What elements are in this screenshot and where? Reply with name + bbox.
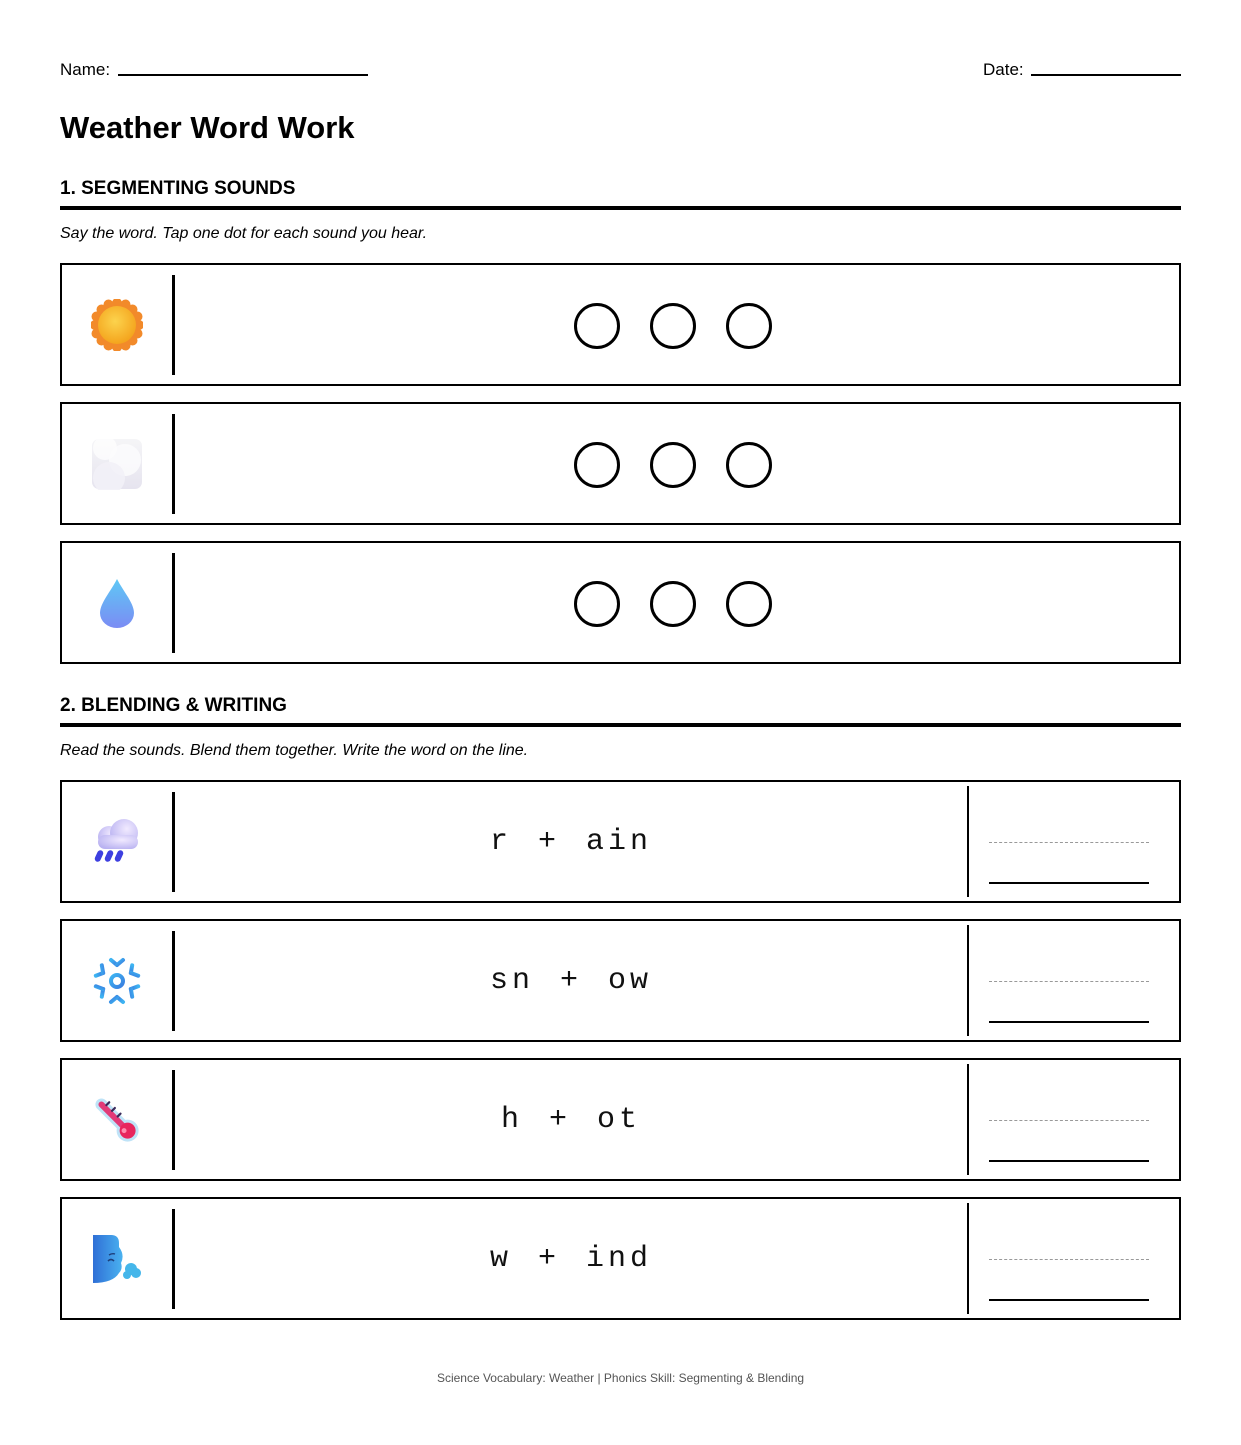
writing-baseline — [989, 1299, 1149, 1301]
writing-baseline — [989, 1160, 1149, 1162]
column-divider — [172, 553, 175, 653]
sound-dots — [574, 581, 772, 627]
writing-baseline — [989, 1021, 1149, 1023]
plus-sign: + — [559, 963, 582, 998]
column-divider — [172, 414, 175, 514]
sound-dot[interactable] — [650, 303, 696, 349]
write-answer-field[interactable] — [989, 1060, 1149, 1179]
dotted-guide-line — [989, 981, 1149, 982]
blend-card — [60, 780, 1181, 903]
snowflake-icon — [62, 921, 172, 1040]
sound-blend — [175, 782, 967, 901]
sound-blend — [175, 921, 967, 1040]
write-answer-field[interactable] — [989, 921, 1149, 1040]
onset-text: r — [489, 824, 512, 859]
sound-blend — [175, 1199, 967, 1318]
section-instruction-blending: Read the sounds. Blend them together. Write the word on the line. — [60, 742, 529, 759]
date-field[interactable] — [1031, 74, 1181, 76]
sun-icon — [62, 265, 172, 384]
sound-dot[interactable] — [650, 581, 696, 627]
dotted-guide-line — [989, 1120, 1149, 1121]
blend-card — [60, 1058, 1181, 1181]
name-label: Name: — [60, 60, 111, 79]
segment-card — [60, 402, 1181, 525]
column-divider — [967, 925, 969, 1036]
sound-blend — [175, 1060, 967, 1179]
segment-card — [60, 541, 1181, 664]
column-divider — [967, 1203, 969, 1314]
rime-text: ow — [608, 963, 653, 998]
header — [60, 58, 1181, 82]
droplet-icon — [62, 543, 172, 662]
blend-card — [60, 1197, 1181, 1320]
sound-dot[interactable] — [574, 581, 620, 627]
segment-card — [60, 263, 1181, 386]
sound-dot[interactable] — [726, 303, 772, 349]
section-heading-segmenting: 1. SEGMENTING SOUNDS — [60, 178, 1181, 210]
section-instruction-segmenting: Say the word. Tap one dot for each sound you hear. — [60, 225, 428, 242]
onset-text: sn — [489, 963, 534, 998]
sound-dot[interactable] — [726, 581, 772, 627]
sound-dot[interactable] — [726, 442, 772, 488]
sound-dots — [574, 442, 772, 488]
name-field[interactable] — [118, 74, 368, 76]
section-heading-blending: 2. BLENDING & WRITING — [60, 695, 1181, 727]
sound-dot[interactable] — [650, 442, 696, 488]
plus-sign: + — [537, 824, 560, 859]
footer-note: Science Vocabulary: Weather | Phonics Skill: Segmenting & Blending — [436, 1371, 805, 1385]
rime-text: ot — [597, 1102, 642, 1137]
column-divider — [967, 1064, 969, 1175]
thermometer-icon — [62, 1060, 172, 1179]
onset-text: w — [489, 1241, 512, 1276]
plus-sign: + — [537, 1241, 560, 1276]
rime-text: ain — [586, 824, 653, 859]
writing-baseline — [989, 882, 1149, 884]
date-label: Date: — [983, 60, 1024, 79]
rain-cloud-icon — [62, 782, 172, 901]
dotted-guide-line — [989, 1259, 1149, 1260]
column-divider — [967, 786, 969, 897]
write-answer-field[interactable] — [989, 1199, 1149, 1318]
sound-dot[interactable] — [574, 442, 620, 488]
write-answer-field[interactable] — [989, 782, 1149, 901]
rime-text: ind — [586, 1241, 653, 1276]
plus-sign: + — [548, 1102, 571, 1137]
sound-dot[interactable] — [574, 303, 620, 349]
sound-dots — [574, 303, 772, 349]
cloud-icon — [62, 404, 172, 523]
column-divider — [172, 275, 175, 375]
dotted-guide-line — [989, 842, 1149, 843]
blend-card — [60, 919, 1181, 1042]
page-title: Weather Word Work — [60, 110, 355, 145]
onset-text: h — [500, 1102, 523, 1137]
wind-face-icon — [62, 1199, 172, 1318]
